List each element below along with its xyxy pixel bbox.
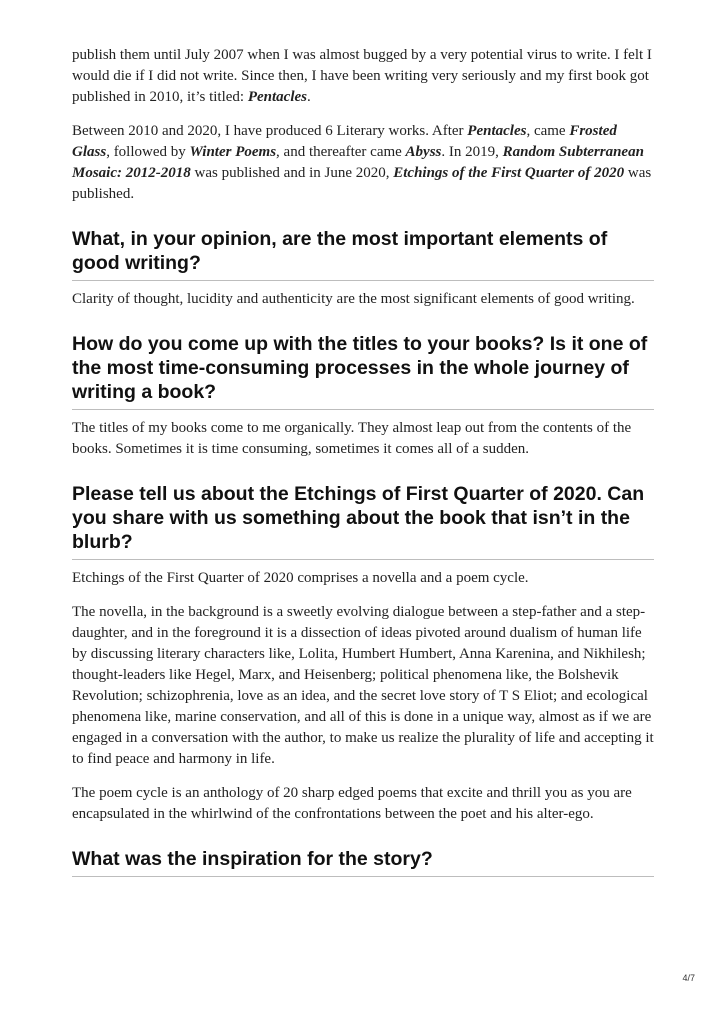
book-title-random-subterranean-mosaic: Random Subterranean Mosaic: 2012-2018 [72, 144, 644, 181]
answer-etchings-novella: The novella, in the background is a sweetly evolving dialogue between a step-father and a step-daughter, and in the foreground it is a dissection of ideas pivoted around dualism of human life by discussing literary characters like, Lolita, Humbert Humbert, Anna Karenina, and Nikhilesh; thought-leaders like Hegel, Marx, and Heisenberg; political phenomena like, the Bolshevik Revolution; schizophrenia, love as an idea, and the secret love story of T S Eliot; and ecological phenomena like, marine conservation, and all of this is done in a unique way, almost as if we are engaged in a conversation with the author, to make us realize the plurality of life and accepting it to find peace and harmony in life. [72, 604, 654, 767]
question-heading-inspiration: What was the inspiration for the story? [72, 847, 654, 877]
book-title-winter-poems: Winter Poems [189, 144, 277, 160]
book-title-frosted-glass: Frosted Glass [72, 123, 617, 160]
book-title-etchings: Etchings of the First Quarter of 2020 [393, 165, 625, 181]
intro-paragraph-1: publish them until July 2007 when I was almost bugged by a very potential virus to write. I felt I would die if I did not write. Since then, I have been writing very seriously and my first book got published in 2010, it’s titled: Pentacles. [72, 47, 652, 105]
question-heading-good-writing: What, in your opinion, are the most important elements of good writing? [72, 227, 654, 281]
question-heading-etchings: Please tell us about the Etchings of First Quarter of 2020. Can you share with us something about the book that isn’t in the blurb? [72, 482, 654, 560]
document-page [72, 45, 654, 877]
page-number: 4/7 [682, 973, 695, 983]
book-title-pentacles: Pentacles [247, 89, 307, 105]
answer-titles: The titles of my books come to me organically. They almost leap out from the contents of the books. Sometimes it is time consuming, sometimes it comes all of a sudden. [72, 420, 632, 457]
book-title-pentacles: Pentacles [467, 123, 527, 139]
answer-etchings-poem-cycle: The poem cycle is an anthology of 20 sharp edged poems that excite and thrill you as you are encapsulated in the whirlwind of the confrontations between the poet and his alter-ego. [72, 785, 632, 822]
answer-good-writing: Clarity of thought, lucidity and authenticity are the most significant elements of good writing. [72, 291, 635, 307]
book-title-abyss: Abyss [405, 144, 442, 160]
intro-paragraph-2: Between 2010 and 2020, I have produced 6 Literary works. After Pentacles, came Frosted Glass, followed by Winter Poems, and thereafter came Abyss. In 2019, Random Subterranean Mosaic: 2012-2018 was published and in June 2020, Etchings of the First Quarter of 2020 was published. [72, 123, 652, 202]
answer-etchings-summary: Etchings of the First Quarter of 2020 comprises a novella and a poem cycle. [72, 570, 529, 586]
question-heading-titles: How do you come up with the titles to your books? Is it one of the most time-consuming processes in the whole journey of writing a book? [72, 332, 654, 410]
